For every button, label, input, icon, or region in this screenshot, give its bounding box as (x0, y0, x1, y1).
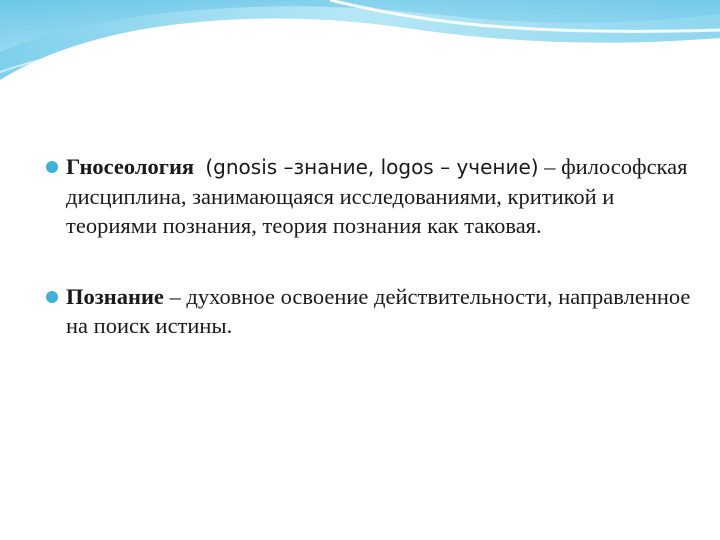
bullet-list (44, 152, 694, 340)
term-heading: Познание (66, 284, 164, 309)
bullet-icon (46, 291, 58, 303)
term-definition: – духовное освоение действительности, направленное на поиск истины. (66, 284, 691, 338)
term-definition: – философская дисциплина, занимающаяся исследованиями, критикой и теориями познания, теория познания как таковая. (66, 154, 688, 238)
term-heading: Гносеология (66, 154, 195, 179)
term-etymology: (gnosis –знание, logos – учение) (205, 155, 539, 179)
top-wave-decoration (0, 0, 720, 90)
list-item (44, 152, 694, 240)
bullet-icon (46, 161, 58, 173)
list-item (44, 282, 694, 340)
